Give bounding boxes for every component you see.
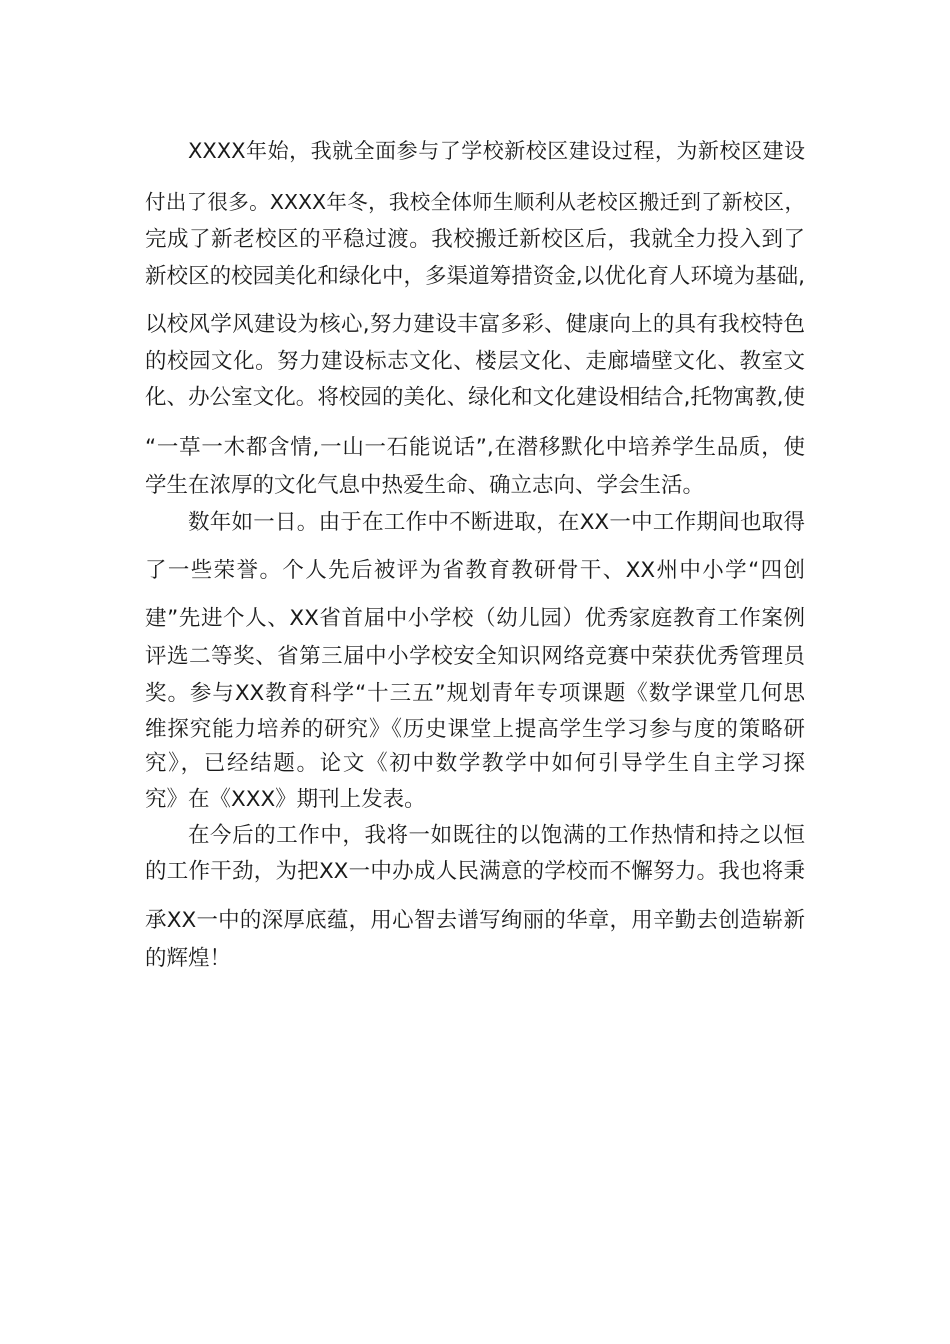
paragraph-3-line-2: 的工作干劲，为把XX一中办成人民满意的学校而不懈努力。我也将秉 bbox=[145, 859, 805, 884]
paragraph-2-line-7: 究》，已经结题。论文《初中数学教学中如何引导学生自主学习探 bbox=[145, 751, 805, 776]
paragraph-2-line-1: 数年如一日。由于在工作中不断进取，在XX一中工作期间也取得 bbox=[188, 510, 805, 535]
paragraph-1-line-2: 付出了很多。XXXX年冬，我校全体师生顺利从老校区搬迁到了新校区， bbox=[145, 190, 805, 214]
paragraph-3-line-1: 在今后的工作中，我将一如既往的以饱满的工作热情和持之以恒 bbox=[188, 823, 805, 848]
paragraph-1-line-1: XXXX年始，我就全面参与了学校新校区建设过程，为新校区建设 bbox=[188, 139, 805, 163]
paragraph-2-line-3: 建”先进个人、XX省首届中小学校（幼儿园）优秀家庭教育工作案例 bbox=[145, 606, 805, 631]
paragraph-3-line-4: 的辉煌！ bbox=[145, 946, 232, 971]
paragraph-1-line-5: 以校风学风建设为核心,努力建设丰富多彩、健康向上的具有我校特色 bbox=[145, 312, 805, 337]
paragraph-1-line-8: “一草一木都含情,一山一石能说话”,在潜移默化中培养学生品质，使 bbox=[145, 435, 805, 460]
paragraph-2-line-4: 评选二等奖、省第三届中小学校安全知识网络竞赛中荣获优秀管理员 bbox=[145, 644, 805, 669]
paragraph-1-line-4: 新校区的校园美化和绿化中，多渠道筹措资金,以优化育人环境为基础, bbox=[145, 264, 805, 289]
paragraph-2-line-6: 维探究能力培养的研究》《历史课堂上提高学生学习参与度的策略研 bbox=[145, 717, 805, 742]
paragraph-1-line-7: 化、办公室文化。将校园的美化、绿化和文化建设相结合,托物寓教,使 bbox=[145, 385, 805, 410]
paragraph-2-line-8: 究》在《XXX》期刊上发表。 bbox=[145, 787, 426, 812]
paragraph-2-line-5: 奖。参与XX教育科学“十三五”规划青年专项课题《数学课堂几何思 bbox=[145, 681, 805, 706]
paragraph-2-line-2: 了一些荣誉。个人先后被评为省教育教研骨干、XX州中小学“四创 bbox=[145, 558, 805, 583]
paragraph-1-line-3: 完成了新老校区的平稳过渡。我校搬迁新校区后，我就全力投入到了 bbox=[145, 227, 805, 252]
paragraph-1-line-6: 的校园文化。努力建设标志文化、楼层文化、走廊墙壁文化、教室文 bbox=[145, 349, 805, 374]
paragraph-1-line-9: 学生在浓厚的文化气息中热爱生命、确立志向、学会生活。 bbox=[145, 473, 705, 498]
paragraph-3-line-3: 承XX一中的深厚底蕴，用心智去谱写绚丽的华章，用辛勤去创造崭新 bbox=[145, 908, 805, 933]
